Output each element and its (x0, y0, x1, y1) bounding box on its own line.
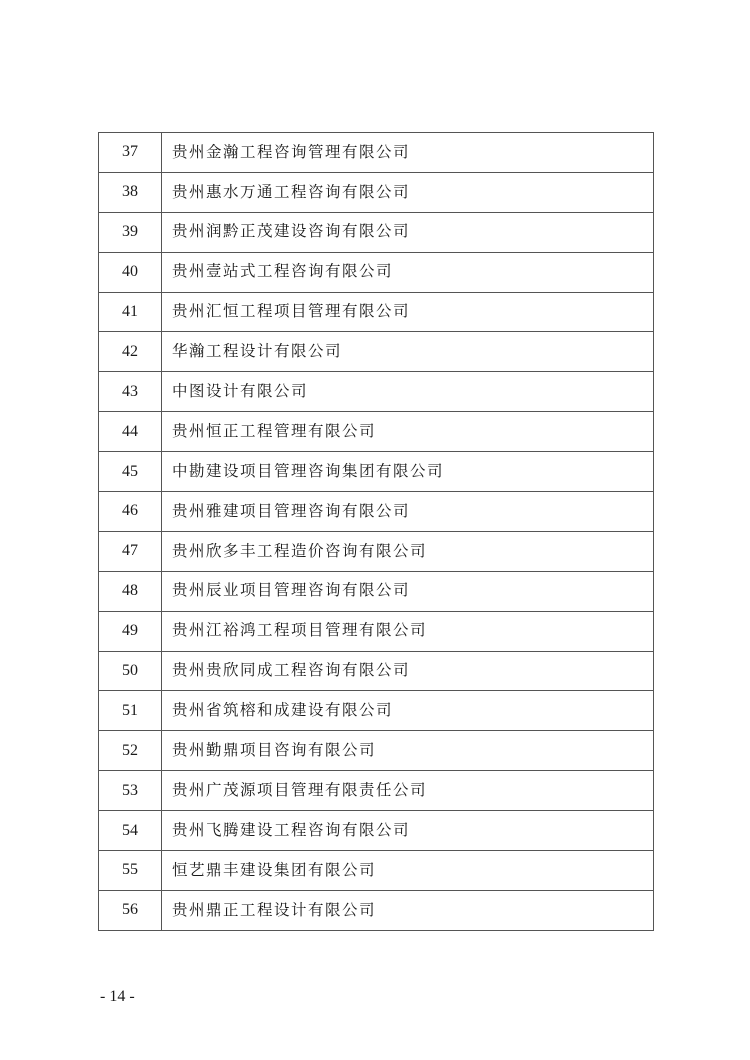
row-number: 40 (99, 252, 162, 292)
table-row (99, 890, 654, 930)
company-list-body (99, 133, 654, 931)
table-row (99, 571, 654, 611)
company-name: 贵州勤鼎项目咨询有限公司 (162, 731, 654, 771)
table-row (99, 492, 654, 532)
row-number: 49 (99, 611, 162, 651)
company-name: 华瀚工程设计有限公司 (162, 332, 654, 372)
company-name: 贵州飞腾建设工程咨询有限公司 (162, 811, 654, 851)
company-name: 贵州壹站式工程咨询有限公司 (162, 252, 654, 292)
row-number: 44 (99, 412, 162, 452)
table-row (99, 731, 654, 771)
row-number: 42 (99, 332, 162, 372)
table-row (99, 531, 654, 571)
row-number: 53 (99, 771, 162, 811)
company-name: 中勘建设项目管理咨询集团有限公司 (162, 452, 654, 492)
company-name: 恒艺鼎丰建设集团有限公司 (162, 851, 654, 891)
table-row (99, 811, 654, 851)
row-number: 37 (99, 133, 162, 173)
row-number: 51 (99, 691, 162, 731)
table-row (99, 611, 654, 651)
row-number: 54 (99, 811, 162, 851)
table-row (99, 452, 654, 492)
table-row (99, 651, 654, 691)
company-name: 贵州广茂源项目管理有限责任公司 (162, 771, 654, 811)
company-name: 贵州惠水万通工程咨询有限公司 (162, 172, 654, 212)
company-name: 贵州金瀚工程咨询管理有限公司 (162, 133, 654, 173)
table-row (99, 851, 654, 891)
table-row (99, 771, 654, 811)
row-number: 43 (99, 372, 162, 412)
row-number: 50 (99, 651, 162, 691)
table-row (99, 412, 654, 452)
row-number: 45 (99, 452, 162, 492)
row-number: 56 (99, 890, 162, 930)
table-row (99, 372, 654, 412)
company-name: 中图设计有限公司 (162, 372, 654, 412)
row-number: 41 (99, 292, 162, 332)
row-number: 47 (99, 531, 162, 571)
table-row (99, 133, 654, 173)
row-number: 52 (99, 731, 162, 771)
company-name: 贵州雅建项目管理咨询有限公司 (162, 492, 654, 532)
company-name: 贵州江裕鸿工程项目管理有限公司 (162, 611, 654, 651)
company-name: 贵州润黔正茂建设咨询有限公司 (162, 212, 654, 252)
row-number: 38 (99, 172, 162, 212)
table-row (99, 212, 654, 252)
table-row (99, 691, 654, 731)
company-list-table (98, 132, 654, 931)
row-number: 48 (99, 571, 162, 611)
table-row (99, 172, 654, 212)
company-name: 贵州辰业项目管理咨询有限公司 (162, 571, 654, 611)
company-name: 贵州汇恒工程项目管理有限公司 (162, 292, 654, 332)
company-name: 贵州恒正工程管理有限公司 (162, 412, 654, 452)
company-name: 贵州鼎正工程设计有限公司 (162, 890, 654, 930)
company-name: 贵州贵欣同成工程咨询有限公司 (162, 651, 654, 691)
row-number: 46 (99, 492, 162, 532)
company-name: 贵州欣多丰工程造价咨询有限公司 (162, 531, 654, 571)
page-number: - 14 - (100, 988, 135, 1005)
table-row (99, 292, 654, 332)
row-number: 39 (99, 212, 162, 252)
table-row (99, 252, 654, 292)
company-name: 贵州省筑榕和成建设有限公司 (162, 691, 654, 731)
table-row (99, 332, 654, 372)
row-number: 55 (99, 851, 162, 891)
